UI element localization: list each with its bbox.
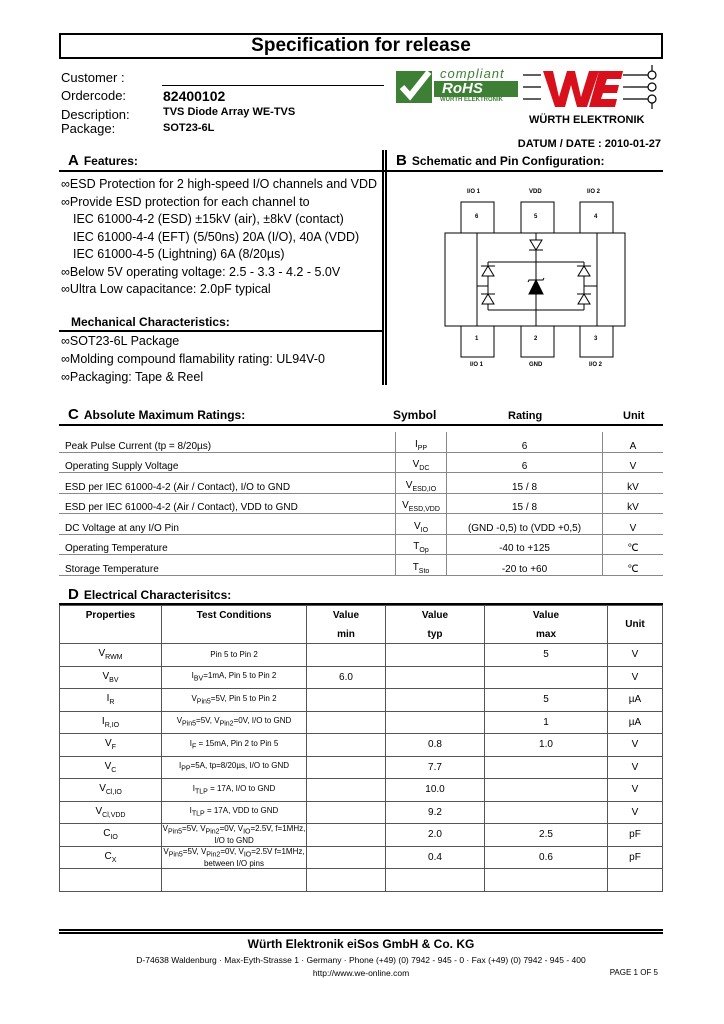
section-c-letter: C [68, 406, 79, 423]
unit-cell: pF [608, 846, 663, 869]
rating-row [59, 452, 663, 473]
elec-row [60, 711, 663, 734]
condition-cell [162, 644, 307, 667]
condition-cell [162, 689, 307, 712]
symbol-cell [60, 756, 162, 779]
unit-cell: µA [608, 689, 663, 712]
condition-text: $I_{BV}=1mA$, Pin 5 to Pin 2 [191, 671, 277, 684]
section-a-divider-2 [385, 150, 387, 385]
max-cell [485, 779, 608, 802]
param-cell: DC Voltage at any I/O Pin [59, 514, 396, 535]
symbol-sub: RWM [105, 654, 123, 662]
typ-cell: 0.8 [386, 734, 485, 757]
h-value-max: Value [532, 609, 560, 621]
symbol-sub: DC [419, 465, 430, 472]
symbol-cell [60, 689, 162, 712]
symbol-cell [60, 869, 162, 892]
section-ab-rule [59, 170, 663, 172]
feature-item: ∞Provide ESD protection for each channel to [61, 194, 310, 209]
unit-cell: V [608, 734, 663, 757]
unit-cell: V [608, 756, 663, 779]
pin-5: 5 [534, 214, 538, 220]
pin-2: 2 [534, 336, 538, 342]
col-rating: Rating [508, 410, 543, 422]
condition-text: $V_{Pin5}=5V$, Pin 5 to Pin 2 [191, 693, 277, 706]
min-cell [307, 801, 386, 824]
symbol-sub: R,IO [104, 721, 120, 729]
col-symbol: Symbol [393, 408, 437, 422]
footer-rule-2 [59, 932, 663, 934]
param-cell: ESD per IEC 61000-4-2 (Air / Contact), I/O to GND [59, 473, 396, 494]
elec-row [60, 644, 663, 667]
unit-cell: A [603, 432, 664, 452]
symbol-cell [396, 514, 447, 535]
min-cell [307, 846, 386, 869]
h-min: min [337, 628, 355, 640]
symbol: T [412, 561, 419, 573]
footer-url[interactable]: http://www.we-online.com [312, 968, 410, 978]
min-cell [307, 779, 386, 802]
symbol-cell [60, 711, 162, 734]
elec-row [60, 846, 663, 869]
unit-cell: kV [603, 493, 664, 514]
rohs-sub-text: WÜRTH ELEKTRONIK [440, 97, 503, 103]
typ-cell: 2.0 [386, 824, 485, 847]
typ-cell: 0.4 [386, 846, 485, 869]
page-title: Specification for release [59, 33, 663, 59]
unit-cell: V [608, 666, 663, 689]
symbol-cell [396, 534, 447, 555]
mech-item: ∞SOT23-6L Package [61, 334, 180, 348]
min-cell [307, 711, 386, 734]
features-list [61, 176, 381, 299]
min-cell [307, 734, 386, 757]
unit-cell: V [608, 779, 663, 802]
symbol-sub: R [109, 699, 115, 707]
symbol: I [106, 693, 110, 705]
symbol-sub: ESD,IO [412, 485, 437, 493]
condition-cell [162, 734, 307, 757]
h-value-typ: Value [421, 609, 449, 621]
top-label-io1: I/O 1 [467, 189, 481, 195]
h-properties: Properties [60, 606, 162, 644]
symbol-cell [396, 555, 447, 576]
min-cell [307, 824, 386, 847]
pin-4: 4 [594, 214, 598, 220]
section-d-heading [68, 586, 231, 603]
symbol: V [99, 783, 106, 795]
unit-cell: µA [608, 711, 663, 734]
max-cell: 1 [485, 711, 608, 734]
mech-item: ∞Molding compound flamability rating: UL94V-0 [61, 352, 325, 366]
rohs-compliant-text: compliant [440, 66, 505, 81]
condition-text: $I_{PP}=5A$, tp=8/20µs, I/O to GND [178, 761, 289, 774]
symbol-cell [60, 644, 162, 667]
symbol-cell [60, 734, 162, 757]
max-cell: 0.6 [485, 846, 608, 869]
symbol: T [413, 541, 420, 552]
section-a-heading [68, 152, 138, 169]
symbol: V [98, 648, 106, 660]
pin-6: 6 [475, 214, 479, 220]
section-b-heading [396, 152, 605, 169]
feature-item: ∞Below 5V operating voltage: 2.5 - 3.3 - 4.2 - 5.0V [61, 264, 341, 279]
param-cell: ESD per IEC 61000-4-2 (Air / Contact), VDD to GND [59, 493, 396, 514]
section-a-divider-1 [382, 150, 384, 385]
max-cell [485, 756, 608, 779]
symbol-cell [396, 493, 447, 514]
typ-cell: 7.7 [386, 756, 485, 779]
h-typ: typ [427, 628, 443, 640]
symbol-cell [60, 801, 162, 824]
package-label: Package: [61, 121, 116, 136]
condition-text: $I_F = 15mA$, Pin 2 to Pin 5 [189, 738, 279, 751]
feature-item: IEC 61000-4-5 (Lightning) 6A (8/20µs) [73, 247, 285, 261]
typ-cell [386, 711, 485, 734]
unit-cell: V [608, 801, 663, 824]
section-c-rule [59, 424, 663, 426]
symbol-sub: Cl,VDD [102, 811, 126, 819]
rating-row [59, 493, 663, 514]
condition-cell [162, 779, 307, 802]
rating-cell: (GND -0,5) to (VDD +0,5) [447, 514, 603, 535]
symbol: I [101, 715, 105, 727]
h-max: max [535, 628, 556, 640]
customer-line [162, 85, 384, 86]
condition-cell [162, 846, 307, 869]
unit-cell: V [603, 452, 664, 473]
ordercode-label: Ordercode: [61, 88, 127, 103]
top-label-io2: I/O 2 [587, 189, 601, 195]
section-a-letter: A [68, 152, 79, 169]
unit-cell [608, 869, 663, 892]
typ-cell [386, 666, 485, 689]
section-c-heading [68, 406, 245, 423]
symbol: V [104, 760, 112, 772]
top-label-vdd: VDD [529, 189, 542, 195]
symbol: V [412, 459, 420, 470]
symbol-cell [396, 473, 447, 494]
footer-address: D-74638 Waldenburg · Max-Eyth-Strasse 1 · Germany · Phone (+49) (0) 7942 - 945 - 0 · Fax (+49) (0) 7942 - 945 - 400 [136, 955, 586, 965]
typ-cell: 10.0 [386, 779, 485, 802]
package-value: SOT23-6L [163, 122, 215, 134]
rohs-logo [396, 68, 520, 104]
h-typ-cell [386, 606, 485, 644]
symbol: I [414, 438, 418, 450]
max-cell: 2.5 [485, 824, 608, 847]
bottom-label-gnd: GND [529, 362, 543, 368]
symbol-sub: ESD,VDD [408, 506, 440, 513]
max-cell: 5 [485, 689, 608, 712]
condition-text: Pin 5 to Pin 2 [210, 650, 258, 660]
symbol-cell [396, 452, 447, 473]
max-cell: 5 [485, 644, 608, 667]
max-ratings-table [59, 432, 663, 576]
unit-cell: V [603, 514, 664, 535]
rating-row [59, 473, 663, 494]
elec-row [60, 824, 663, 847]
condition-cell [162, 824, 307, 847]
section-b-title: Schematic and Pin Configuration: [411, 154, 605, 168]
section-d-letter: D [68, 586, 79, 603]
rating-row [59, 555, 663, 576]
condition-cell [162, 869, 307, 892]
symbol: V [413, 520, 421, 532]
col-unit: Unit [623, 410, 645, 422]
footer-company: Würth Elektronik eiSos GmbH & Co. KG [247, 937, 475, 951]
elec-row [60, 756, 663, 779]
symbol-cell [60, 666, 162, 689]
symbol-sub: IO [420, 526, 429, 534]
h-value-min: Value [332, 609, 360, 621]
condition-text: $I_{TLP} = 17A$, VDD to GND [189, 806, 279, 819]
min-cell [307, 869, 386, 892]
symbol: V [102, 670, 110, 682]
max-cell: 1.0 [485, 734, 608, 757]
mech-list [61, 332, 381, 386]
symbol-sub: X [111, 856, 117, 864]
we-logo-icon [523, 63, 665, 113]
schematic [440, 186, 630, 374]
param-cell: Operating Temperature [59, 534, 396, 555]
unit-cell: V [608, 644, 663, 667]
section-b-letter: B [396, 152, 407, 169]
condition-cell [162, 711, 307, 734]
footer-page: PAGE 1 OF 5 [609, 968, 658, 977]
rating-cell: 6 [447, 452, 603, 473]
rating-cell: -20 to +60 [447, 555, 603, 576]
footer-rule-1 [59, 929, 663, 931]
h-min-cell [307, 606, 386, 644]
mech-item: ∞Packaging: Tape & Reel [61, 370, 204, 384]
rohs-text: RoHS [442, 80, 483, 97]
condition-text: $I_{TLP} = 17A$, I/O to GND [192, 783, 276, 796]
max-cell [485, 869, 608, 892]
elec-row [60, 734, 663, 757]
symbol-sub: C [111, 766, 117, 774]
symbol-sub: PP [417, 444, 428, 452]
symbol: V [405, 479, 413, 491]
symbol: C [104, 850, 112, 862]
section-a-title: Features: [83, 154, 138, 168]
datum: DATUM / DATE : 2010-01-27 [517, 138, 661, 150]
condition-text: $V_{Pin5}=5V$, $V_{Pin2}=0V$, I/O to GND [176, 716, 292, 729]
typ-cell: 9.2 [386, 801, 485, 824]
brand-name: WÜRTH ELEKTRONIK [529, 114, 645, 126]
rating-row [59, 432, 663, 452]
param-cell: Operating Supply Voltage [59, 452, 396, 473]
unit-cell: pF [608, 824, 663, 847]
feature-item: ∞ESD Protection for 2 high-speed I/O channels and VDD [61, 177, 378, 191]
rating-cell: 15 / 8 [447, 473, 603, 494]
symbol-sub: IO [110, 834, 118, 842]
elec-row [60, 666, 663, 689]
min-cell [307, 644, 386, 667]
unit-cell: ℃ [603, 534, 664, 555]
customer-label: Customer : [61, 70, 125, 85]
min-cell [307, 756, 386, 779]
condition-text: $V_{Pin5}=5V$, $V_{Pin2}=0V$, $V_{IO}=2.5V$ f=1MHz, between I/O pins [163, 846, 305, 868]
typ-cell [386, 644, 485, 667]
mech-title: Mechanical Characteristics: [71, 315, 230, 329]
condition-cell [162, 666, 307, 689]
h-unit: Unit [608, 606, 663, 644]
bottom-label-io2: I/O 2 [589, 362, 603, 368]
typ-cell [386, 689, 485, 712]
symbol-sub: BV [109, 676, 119, 684]
symbol-sub: F [111, 744, 116, 752]
section-c-title: Absolute Maximum Ratings: [83, 408, 246, 422]
symbol: C [103, 828, 111, 840]
we-logo [523, 63, 665, 125]
elec-row [60, 869, 663, 892]
rating-row [59, 514, 663, 535]
max-cell [485, 666, 608, 689]
symbol: V [95, 805, 103, 817]
symbol-sub: Op [419, 547, 429, 554]
min-cell [307, 689, 386, 712]
unit-cell: ℃ [603, 555, 664, 576]
symbol: V [402, 500, 409, 511]
condition-text: $V_{Pin5}=5V$, $V_{Pin2}=0V$, $V_{IO}=2.5V$, f=1MHz, I/O to GND [162, 824, 306, 846]
param-cell: Peak Pulse Current (tp = 8/20µs) [59, 432, 396, 452]
symbol-sub: Sto [418, 567, 430, 575]
condition-cell [162, 756, 307, 779]
section-d-title: Electrical Characterisitcs: [83, 588, 232, 602]
max-cell [485, 801, 608, 824]
ordercode-value: 82400102 [163, 88, 226, 104]
symbol-sub: Cl,IO [105, 789, 122, 797]
param-cell: Storage Temperature [59, 555, 396, 576]
feature-item: IEC 61000-4-4 (EFT) (5/50ns) 20A (I/O), 40A (VDD) [73, 229, 360, 244]
symbol-cell [60, 824, 162, 847]
rating-row [59, 534, 663, 555]
feature-item: ∞Ultra Low capacitance: 2.0pF typical [61, 282, 271, 296]
h-max-cell [485, 606, 608, 644]
pin-3: 3 [594, 336, 598, 342]
elec-row [60, 779, 663, 802]
symbol-cell [60, 846, 162, 869]
rating-cell: 15 / 8 [447, 493, 603, 514]
elec-row [60, 689, 663, 712]
description-label: Description: [61, 107, 130, 122]
feature-item: IEC 61000-4-2 (ESD) ±15kV (air), ±8kV (contact) [73, 212, 344, 226]
electrical-table [59, 605, 663, 892]
description-value: TVS Diode Array WE-TVS [163, 106, 296, 118]
min-cell: 6.0 [307, 666, 386, 689]
h-conditions: Test Conditions [162, 606, 307, 644]
symbol: V [105, 738, 112, 750]
rating-cell: -40 to +125 [447, 534, 603, 555]
elec-row [60, 801, 663, 824]
typ-cell [386, 869, 485, 892]
bottom-label-io1: I/O 1 [470, 362, 484, 368]
rating-cell: 6 [447, 432, 603, 452]
symbol-cell [60, 779, 162, 802]
pin-1: 1 [475, 336, 479, 342]
symbol-cell [396, 432, 447, 452]
unit-cell: kV [603, 473, 664, 494]
condition-cell [162, 801, 307, 824]
